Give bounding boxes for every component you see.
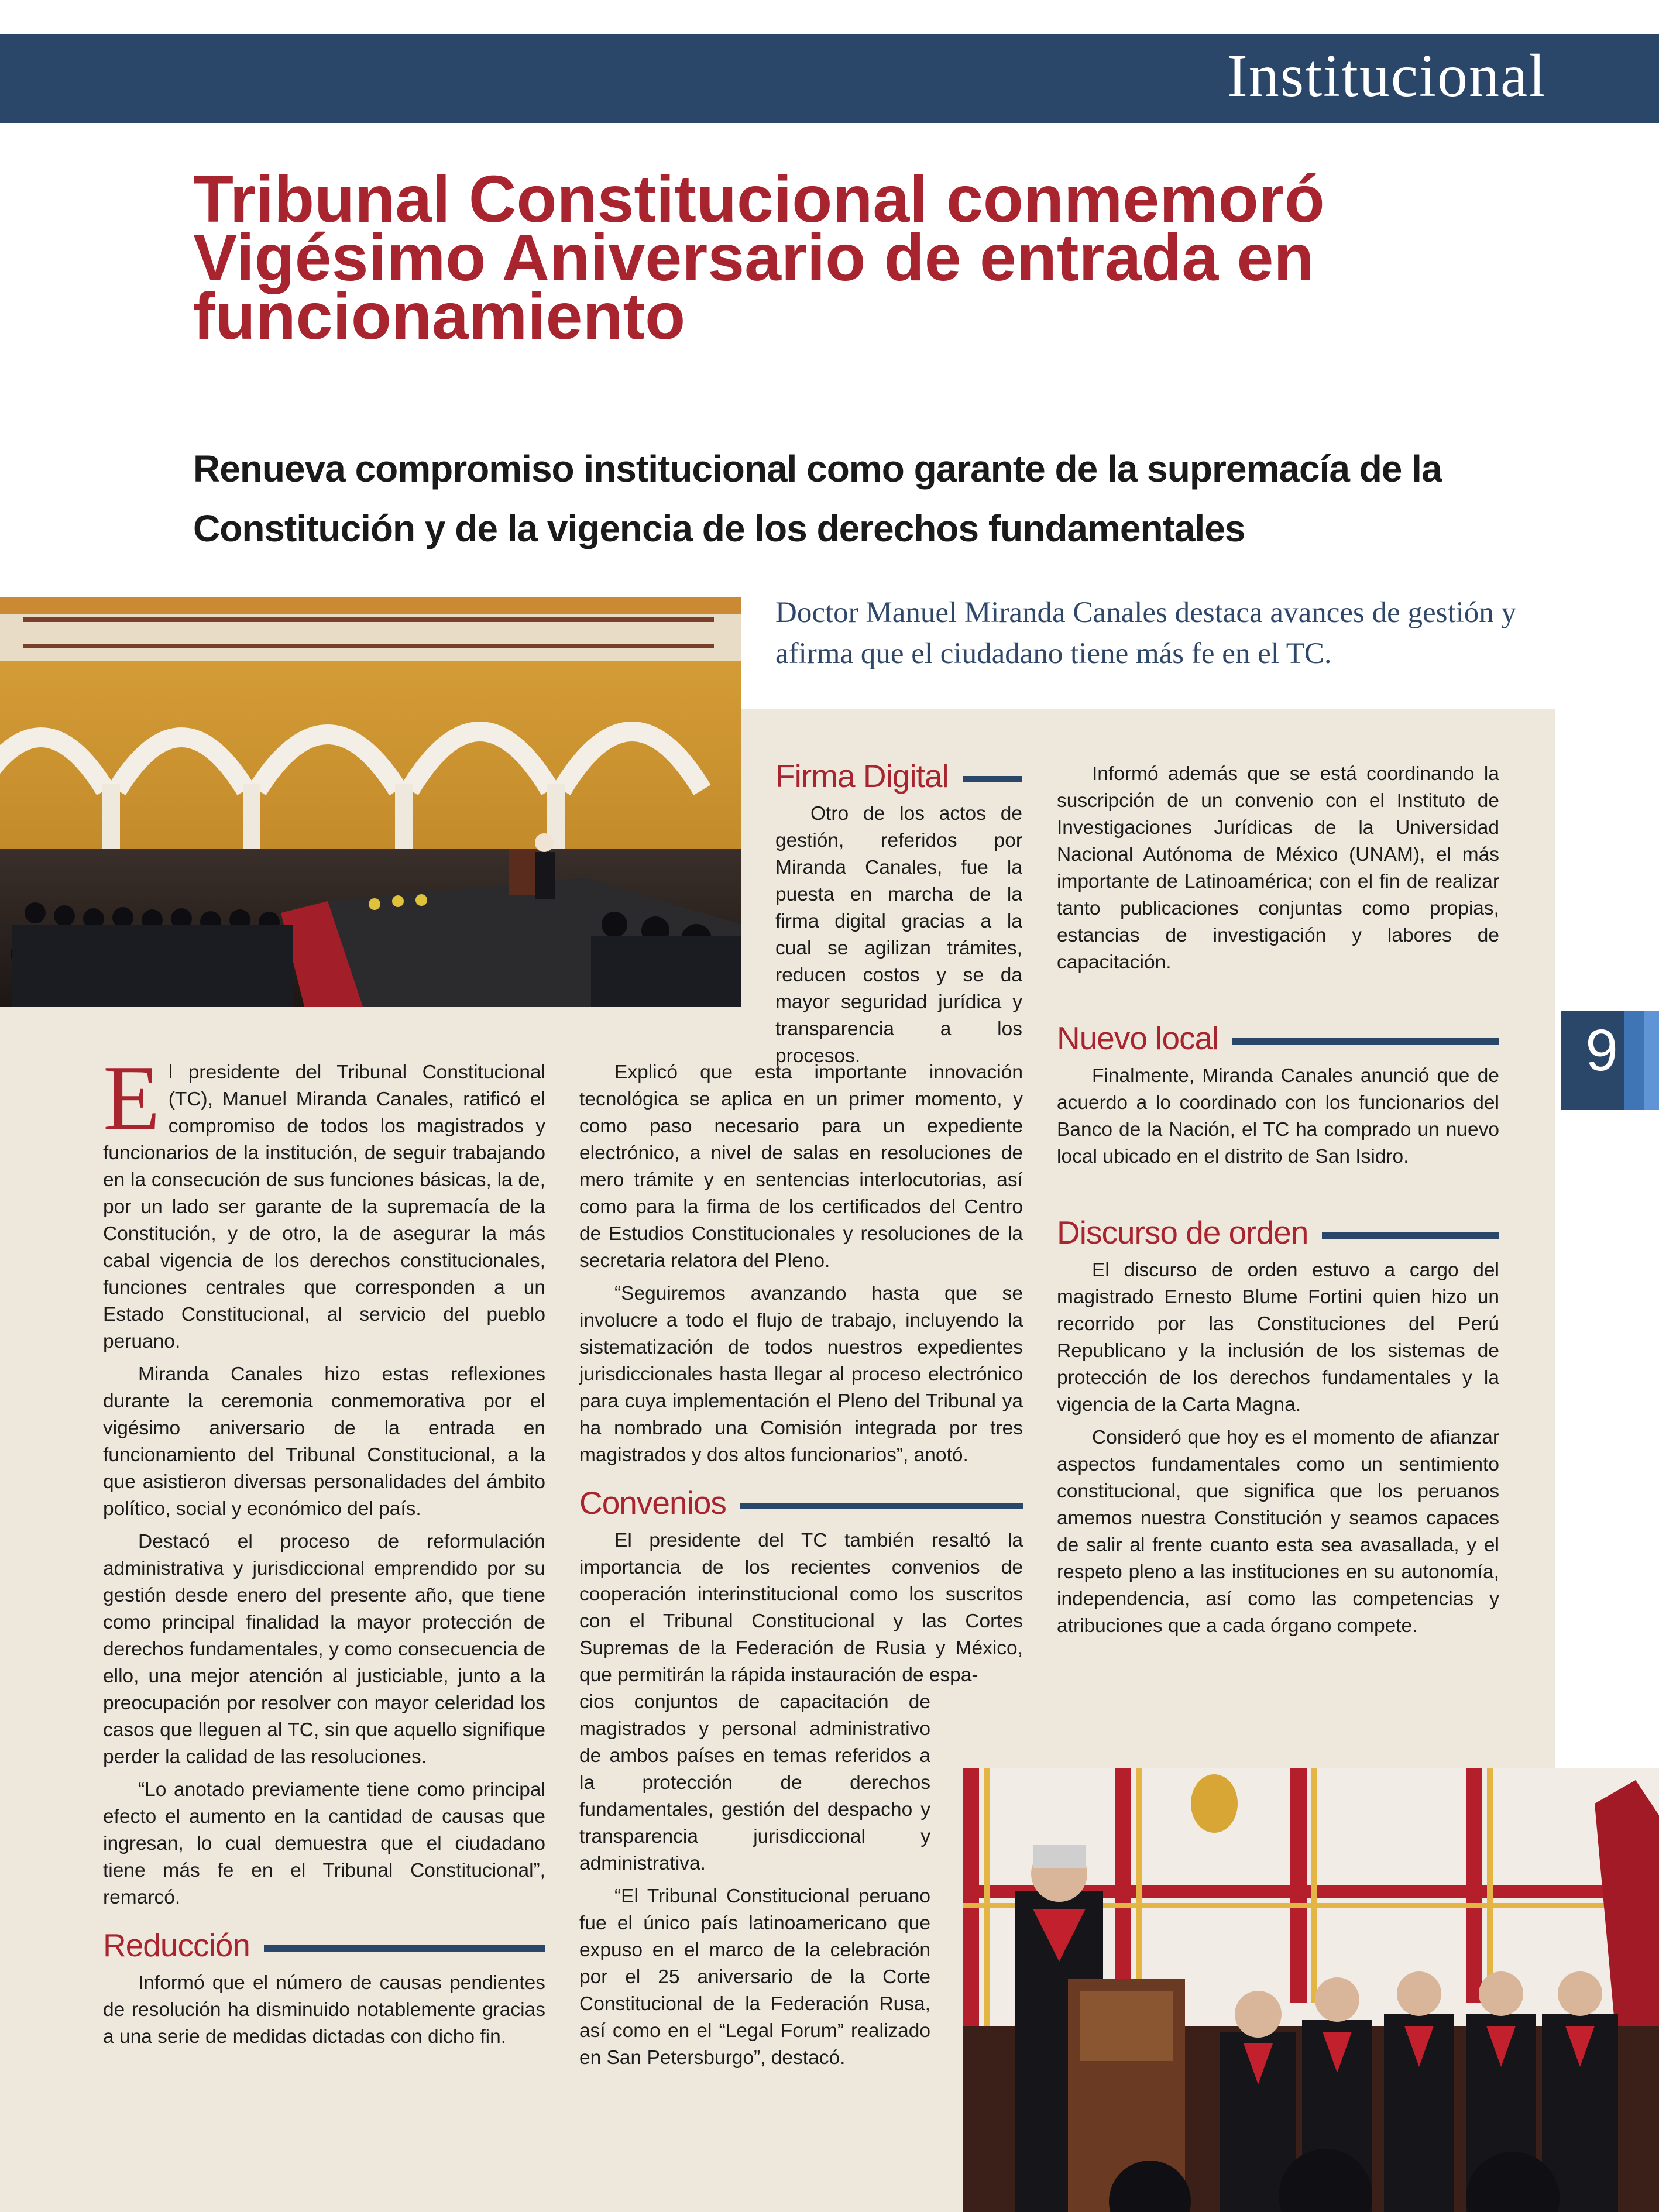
section-heading-convenios [579, 1482, 1023, 1524]
speaker-lectern-illustration [963, 1768, 1659, 2212]
page-number: 9 [1585, 1018, 1618, 1083]
section-heading-text: Firma Digital [775, 758, 949, 794]
article-column-1 [103, 1046, 545, 2056]
article-column-firma-digital [775, 755, 1022, 1076]
ceremony-courtyard-photo [0, 597, 741, 1007]
article-subtitle: Renueva compromiso institucional como garante de la supremacía de la Constitución y de la vigencia de los derechos fundamentales [193, 448, 1442, 549]
article-paragraph: Informó que el número de causas pendientes de resolución ha disminuido notablemente gracias a una serie de medidas dictadas con dicho fin. [103, 1972, 545, 2048]
article-paragraph: Consideró que hoy es el momento de afianzar aspectos fundamentales como un sentimiento constitucional, que significa que los peruanos amemos nuestra Constitución y seamos capaces de salir al frente cuanto esta sea avasallada, y el respeto pleno a las instituciones en su autonomía, independencia, así como las competencias y atribuciones que a cada órgano compete. [1057, 1427, 1499, 1637]
article-paragraph: cios conjuntos de capacitación de magistrados y personal administrativo de ambos países en temas referidos a la protección de derechos fundamentales, gestión del despacho y transparencia jurisdiccional y administrativa. [579, 1691, 930, 1874]
article-title: Tribunal Constitucional conmemoró Vigésimo Aniversario de entrada en funcionamiento [193, 162, 1325, 353]
article-paragraph: Destacó el proceso de reformulación administrativa y jurisdiccional emprendido por su gestión desde enero del presente año, que tiene como principal finalidad la mayor protección de derechos fundamentales, y como consecuencia de ello, una mejor atención al justiciable, junto a la preocupación por resolver con mayor celeridad los casos que lleguen al TC, sin que aquello signifique perder la calidad de las resoluciones. [103, 1531, 545, 1768]
article-paragraph: El presidente del Tribunal Constitucional (TC), Manuel Miranda Canales, ratificó el compromiso de todos los magistrados y funcionarios de la institución, de seguir trabajando en la consecución de sus funciones básicas, la de, por un lado ser garante de la supremacía de la Constitución, y de otro, la de asegurar la más cabal vigencia de los derechos constitucionales, funciones centrales que corresponden a un Estado Constitucional, al servicio del pueblo peruano. [103, 1046, 545, 1352]
section-heading-discurso-de-orden [1057, 1211, 1499, 1253]
section-heading-nuevo-local [1057, 1017, 1499, 1059]
section-label: Institucional [1227, 42, 1547, 109]
article-paragraph: “Seguiremos avanzando hasta que se involucre a todo el flujo de trabajo, incluyendo la sistematización de todos nuestros expedientes jurisdiccionales hasta llegar al proceso electrónico para cuya implementación el Pleno del Tribunal ya ha nombrado una Comisión integrada por tres magistrados y dos altos funcionarios”, anotó. [579, 1283, 1023, 1466]
section-heading-rule [1322, 1232, 1499, 1239]
section-heading-text: Reducción [103, 1927, 250, 1963]
section-heading-rule [264, 1945, 545, 1952]
speaker-lectern-photo [963, 1768, 1659, 2212]
article-paragraph: “El Tribunal Constitucional peruano fue el único país latinoamericano que expuso en el marco de la celebración por el 25 aniversario de la Corte Constitucional de la Federación Rusa, así como en el “Legal Forum” realizado en San Petersburgo”, destacó. [579, 1885, 930, 2069]
page-number-tab-stripe-light [1644, 1011, 1659, 1110]
article-lede: Doctor Manuel Miranda Canales destaca avances de gestión y afirma que el ciudadano tiene más fe en el TC. [775, 596, 1517, 670]
ceremony-courtyard-illustration [0, 597, 741, 1007]
article-column-2 [579, 1059, 1023, 2077]
section-heading-rule [1232, 1038, 1499, 1045]
section-heading-text: Discurso de orden [1057, 1214, 1308, 1251]
article-paragraph: El presidente del TC también resaltó la importancia de los recientes convenios de cooperación interinstitucional como los suscritos con el Tribunal Constitucional y las Cortes Supremas de la Federación de Rusia y México, que permitirán la rápida instauración de espa- [579, 1530, 1023, 1686]
section-heading-text: Convenios [579, 1485, 726, 1521]
section-heading-rule [740, 1503, 1023, 1509]
article-paragraph: Finalmente, Miranda Canales anunció que de acuerdo a lo coordinado con los funcionarios del Banco de la Nación, el TC ha comprado un nuevo local ubicado en el distrito de San Isidro. [1057, 1065, 1499, 1167]
article-paragraph: Otro de los actos de gestión, referidos por Miranda Canales, fue la puesta en marcha de la firma digital gracias a la cual se agilizan trámites, reducen costos y se da mayor seguridad jurídica y transparencia a los procesos. [775, 803, 1022, 1067]
section-heading-reduccion [103, 1924, 545, 1966]
article-paragraph: Informó además que se está coordinando la suscripción de un convenio con el Instituto de Investigaciones Jurídicas de la Universidad Nacional Autónoma de México (UNAM), el más importante de Latinoamérica; con el fin de realizar tanto publicaciones conjuntas como propias, estancias de investigación y labores de capacitación. [1057, 763, 1499, 973]
article-paragraph: Explicó que esta importante innovación tecnológica se aplica en un primer momento, y como paso necesario para un expediente electrónico, a nivel de salas en resoluciones de mero trámite y en sentencias interlocutorias, así como para la firma de los certificados del Centro de Estudios Constitucionales y resoluciones de la secretaria relatora del Pleno. [579, 1062, 1023, 1272]
section-heading-rule [963, 776, 1022, 782]
article-paragraph: El discurso de orden estuvo a cargo del magistrado Ernesto Blume Fortini quien hizo un recorrido por las Constituciones del Perú Republicano y la inclusión de los sistemas de protección de los derechos fundamentales y la vigencia de la Carta Magna. [1057, 1259, 1499, 1416]
article-paragraph: Miranda Canales hizo estas reflexiones durante la ceremonia conmemorativa por el vigésimo aniversario de la entrada en funcionamiento del Tribunal Constitucional, a la que asistieron diversas personalidades del ámbito político, social y económico del país. [103, 1363, 545, 1520]
section-heading-firma-digital [775, 755, 1022, 797]
article-column-3 [1057, 761, 1499, 1646]
section-heading-text: Nuevo local [1057, 1020, 1219, 1056]
article-paragraph: “Lo anotado previamente tiene como principal efecto el aumento en la cantidad de causas que ingresan, lo cual demuestra que el ciudadano tiene más fe en el Tribunal Constitucional”, remarcó. [103, 1779, 545, 1908]
